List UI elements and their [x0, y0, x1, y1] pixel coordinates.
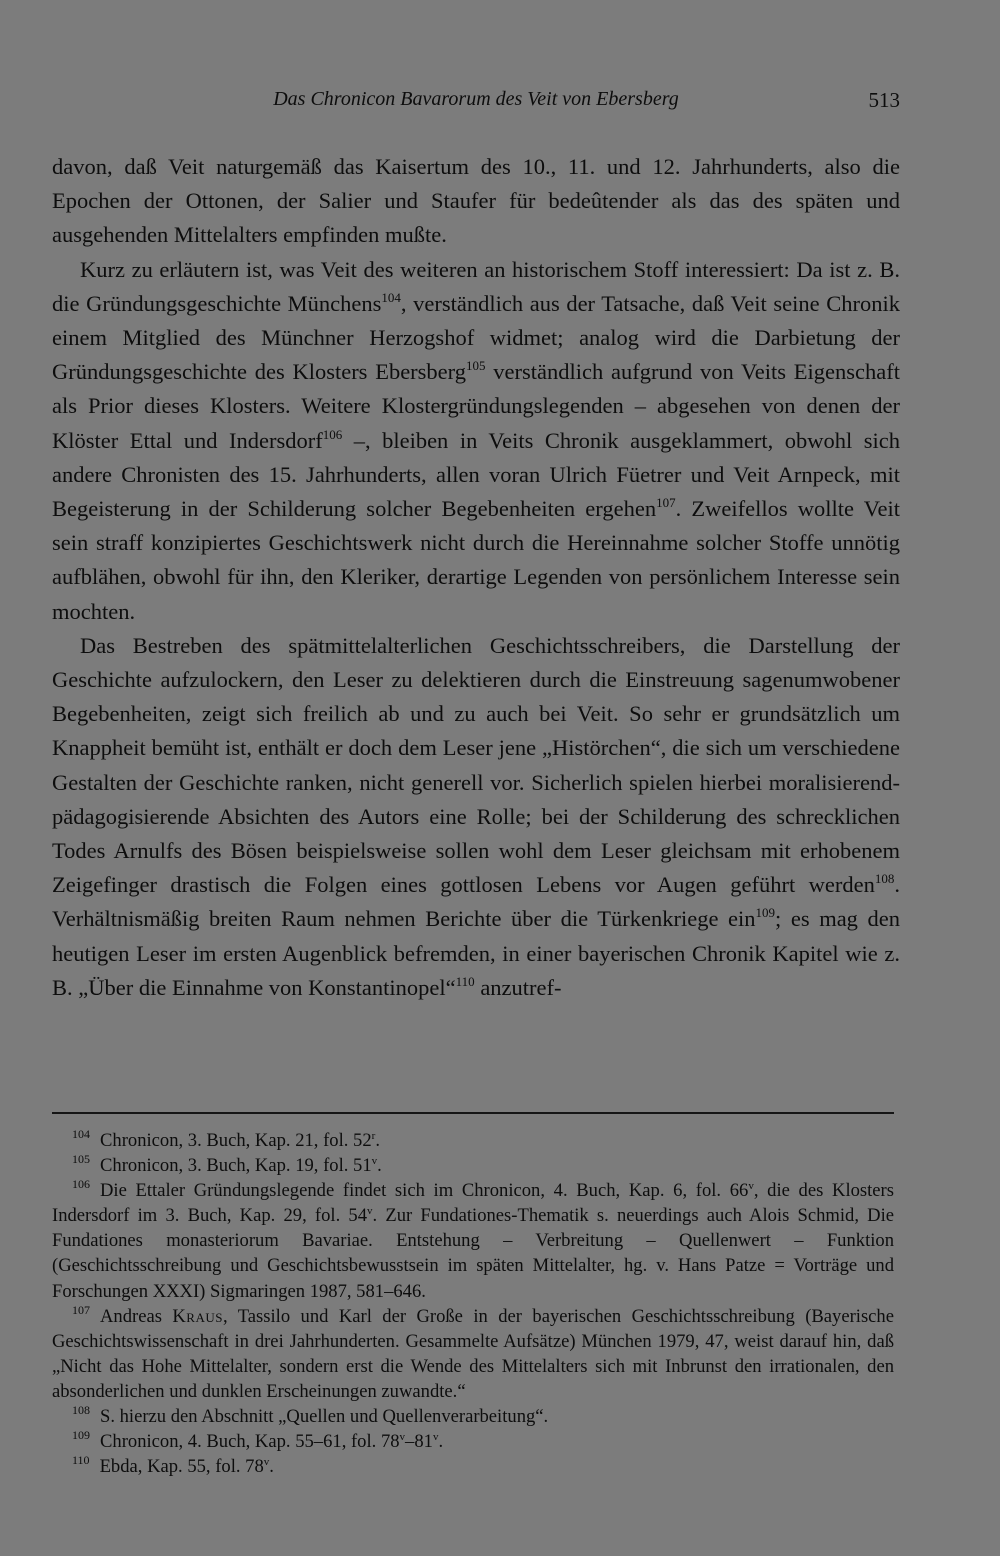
folio-side: r: [371, 1130, 376, 1142]
text-run: . Verhältnismäßig breiten Raum nehmen Berichte über die Türkenkriege ein: [52, 872, 900, 932]
footnote-number: 109: [72, 1428, 90, 1443]
folio-side: v: [432, 1431, 439, 1444]
footnote-106: [52, 1178, 894, 1303]
footnote-ref-107[interactable]: 107: [656, 495, 676, 511]
folio-side: v: [399, 1431, 406, 1444]
footnote-text: Ebda, Kap. 55, fol. 78: [99, 1456, 264, 1478]
footnote-104: [52, 1128, 894, 1153]
footnote-text: Chronicon, 3. Buch, Kap. 19, fol. 51: [100, 1155, 372, 1177]
footnote-number: 104: [72, 1127, 90, 1141]
running-title: Das Chronicon Bavarorum des Veit von Ebersberg: [273, 88, 679, 110]
footnote-text: Andreas: [100, 1305, 173, 1327]
text-run: Kurz zu erläutern ist, was Veit des weiteren an historischem Stoff interessiert: Da ist z. B. die Gründungsgeschichte Münchens: [52, 256, 900, 316]
footnote-text: –81: [405, 1431, 433, 1453]
footnote-ref-104[interactable]: 104: [381, 289, 401, 305]
folio-side: v: [367, 1205, 373, 1218]
footnote-text: , Tassilo und Karl der Große in der bayerischen Geschichtsschreibung (Bayerische Geschichtswissenschaft in drei Jahrhunderten. Gesammelte Aufsätze) München 1979, 47, weist darauf hin, daß „Nicht das Hohe Mittelalter, sondern erst die Wende des Mittelalters sich mit Inbrunst den irrationalen, den absonderlichen und dunklen Erscheinungen zuwandte.“: [52, 1305, 894, 1402]
footnote-ref-109[interactable]: 109: [755, 905, 776, 921]
footnote-separator: [52, 1112, 894, 1114]
folio-side: v: [371, 1155, 378, 1168]
footnote-text: Chronicon, 3. Buch, Kap. 21, fol. 52: [100, 1130, 372, 1151]
text-run: davon, daß Veit naturgemäß das Kaisertum des 10., 11. und 12. Jahrhunderts, also die Epochen der Ottonen, der Salier und Staufer für bedeûtender als das des späten und ausgehenden Mittelalters empfinden mußte.: [52, 154, 900, 248]
paragraph-2: [52, 253, 900, 629]
footnote-text: Die Ettaler Gründungslegende findet sich im Chronicon, 4. Buch, Kap. 6, fol. 66: [100, 1180, 749, 1202]
paragraph-1: [52, 150, 900, 253]
footnote-text: .: [377, 1155, 382, 1177]
footnotes: [52, 1128, 894, 1479]
footnote-text: .: [438, 1431, 444, 1453]
footnote-number: 108: [72, 1403, 90, 1418]
footnote-ref-105[interactable]: 105: [466, 358, 486, 374]
footnote-number: 106: [72, 1177, 90, 1192]
text-run: , verständlich aus der Tatsache, daß Veit seine Chronik einem Mitglied des Münchner Herzogshof widmet; analog wird die Darbietung der Gründungsgeschichte des Klosters Ebersberg: [52, 290, 900, 385]
text-run: ; es mag den heutigen Leser im ersten Augenblick befremden, in einer bayerischen Chronik Kapitel wie z. B. „Über die Einnahme von Konstantinopel“: [52, 906, 901, 1000]
footnote-text: S. hierzu den Abschnitt „Quellen und Quellenverarbeitung“.: [100, 1406, 549, 1428]
text-run: . Zweifellos wollte Veit sein straff konzipiertes Geschichtswerk nicht durch die Hereinnahme solcher Stoffe unnötig aufblähen, obwohl für ihn, den Kleriker, derartige Legenden von persönlichem Interesse sein mochten.: [52, 496, 900, 624]
footnote-105: [52, 1153, 894, 1178]
text-run: Das Bestreben des spätmittelalterlichen Geschichtsschreibers, die Darstellung der Geschichte aufzulockern, den Leser zu delektieren durch die Einstreuung sagenumwobener Begebenheiten, zeigt sich freilich ab und zu auch bei Veit. So sehr er grundsätzlich um Knappheit bemüht ist, enthält er doch dem Leser jene „Histörchen“, die sich um verschiedene Gestalten der Geschichte ranken, nicht generell vor. Sicherlich spielen hierbei moralisierend-pädagogisierende Absichten des Autors eine Rolle; bei der Schilderung des schrecklichen Todes Arnulfs des Bösen beispielsweise sollen wohl dem Leser gleichsam mit erhobenem Zeigefinger drastisch die Folgen eines gottlosen Lebens vor Augen geführt werden: [52, 632, 900, 898]
footnote-text: . Zur Fundationes-Thematik s. neuerdings auch Alois Schmid, Die Fundationes monasteriorum Bavariae. Entstehung – Verbreitung – Quellenwert – Funktion (Geschichtsschreibung und Geschichtsbewusstsein im späten Mittelalter, hg. v. Hans Patze = Vorträge und Forschungen XXXI) Sigmaringen 1987, 581–646.: [52, 1205, 895, 1302]
footnote-number: 105: [72, 1152, 90, 1167]
folio-side: v: [748, 1180, 754, 1193]
footnote-text: Chronicon, 4. Buch, Kap. 55–61, fol. 78: [100, 1431, 400, 1453]
footnote-108: [52, 1404, 894, 1429]
body-text: [52, 150, 900, 1005]
footnote-ref-108[interactable]: 108: [874, 871, 895, 887]
footnote-text: .: [375, 1130, 380, 1151]
footnote-110: [52, 1454, 894, 1479]
text-run: verständlich aufgrund von Veits Eigenschaft als Prior dieses Klosters. Weitere Klostergründungslegenden – abgesehen von denen der Klöster Ettal und Indersdorf: [52, 359, 900, 453]
footnote-ref-110[interactable]: 110: [455, 973, 475, 989]
footnote-number: 107: [72, 1302, 90, 1317]
author-name: Kraus: [172, 1305, 223, 1327]
footnote-number: 110: [72, 1453, 90, 1468]
text-run: anzutref-: [474, 974, 562, 1000]
folio-side: v: [263, 1456, 270, 1469]
page-header: [52, 88, 900, 116]
footnote-ref-106[interactable]: 106: [322, 426, 343, 442]
footnote-109: [52, 1429, 894, 1454]
footnote-107: [52, 1304, 894, 1404]
paragraph-3: [52, 629, 900, 1005]
text-run: –, bleiben in Veits Chronik ausgeklammert, obwohl sich andere Chronisten des 15. Jahrhunderts, allen voran Ulrich Füetrer und Veit Arnpeck, mit Begeisterung in der Schilderung solcher Begebenheiten ergehen: [52, 427, 901, 522]
page-number: 513: [868, 88, 900, 112]
footnote-text: , die des Klosters Indersdorf im 3. Buch, Kap. 29, fol. 54: [52, 1180, 894, 1227]
footnote-text: .: [269, 1456, 274, 1478]
